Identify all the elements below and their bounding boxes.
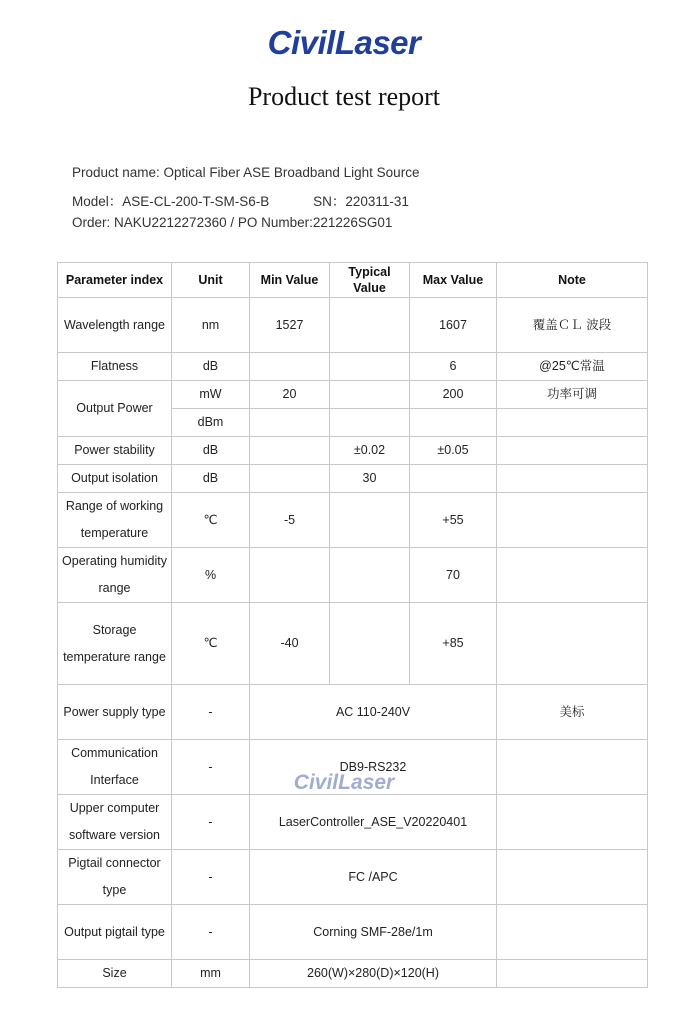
table-row: [58, 298, 648, 353]
typical-cell: ±0.02: [330, 437, 410, 465]
sn-text: SN：220311-31: [313, 194, 409, 209]
note-cell: [497, 795, 648, 850]
note-cell: [497, 493, 648, 548]
param-cell: Storage temperature range: [58, 603, 172, 685]
table-row: [58, 685, 648, 740]
min-cell: [250, 465, 330, 493]
value-cell: 260(W)×280(D)×120(H): [250, 960, 497, 988]
param-cell: Power stability: [58, 437, 172, 465]
note-cell: @25℃常温: [497, 353, 648, 381]
typical-cell: [330, 493, 410, 548]
unit-cell: dB: [172, 437, 250, 465]
param-cell: Pigtail connector type: [58, 850, 172, 905]
min-cell: [250, 548, 330, 603]
unit-cell: nm: [172, 298, 250, 353]
spec-table: [57, 262, 648, 988]
param-cell: Flatness: [58, 353, 172, 381]
table-row: [58, 437, 648, 465]
unit-cell: ℃: [172, 603, 250, 685]
unit-cell: -: [172, 685, 250, 740]
typical-cell: [330, 548, 410, 603]
table-row: [58, 353, 648, 381]
min-cell: 20: [250, 381, 330, 409]
min-cell: [250, 353, 330, 381]
civillaser-watermark: CivilLaser: [293, 771, 395, 794]
param-cell: Output Power: [58, 381, 172, 437]
table-row: [58, 795, 648, 850]
unit-cell: mW: [172, 381, 250, 409]
table-row: [58, 905, 648, 960]
table-header-row: [58, 263, 648, 298]
unit-cell: dB: [172, 353, 250, 381]
civillaser-logo: CivilLaser: [267, 24, 421, 61]
typical-cell: [330, 298, 410, 353]
note-cell: [497, 437, 648, 465]
value-cell: FC /APC: [250, 850, 497, 905]
table-row: [58, 381, 648, 409]
param-cell: Upper computer software version: [58, 795, 172, 850]
param-cell: Size: [58, 960, 172, 988]
header-parameter: Parameter index: [58, 263, 172, 298]
header-max: Max Value: [410, 263, 497, 298]
typical-cell: [330, 353, 410, 381]
header-typical: Typical Value: [330, 263, 410, 298]
max-cell: ±0.05: [410, 437, 497, 465]
param-cell: Power supply type: [58, 685, 172, 740]
note-cell: 功率可调: [497, 381, 648, 409]
header-min: Min Value: [250, 263, 330, 298]
min-cell: -5: [250, 493, 330, 548]
note-cell: [497, 960, 648, 988]
note-cell: [497, 740, 648, 795]
note-cell: [497, 603, 648, 685]
table-row: [58, 493, 648, 548]
order-line: Order: NAKU2212272360 / PO Number:221226SG01: [72, 215, 393, 230]
min-cell: -40: [250, 603, 330, 685]
note-cell: [497, 850, 648, 905]
note-cell: [497, 905, 648, 960]
model-line: [72, 190, 409, 210]
table-row: [58, 850, 648, 905]
min-cell: [250, 437, 330, 465]
value-cell: DB9-RS232: [250, 740, 497, 795]
param-cell: Operating humidity range: [58, 548, 172, 603]
param-cell: Range of working temperature: [58, 493, 172, 548]
model-text: Model：ASE-CL-200-T-SM-S6-B: [72, 194, 270, 209]
value-cell: LaserController_ASE_V20220401: [250, 795, 497, 850]
unit-cell: ℃: [172, 493, 250, 548]
header-note: Note: [497, 263, 648, 298]
note-cell: 覆盖ＣＬ 波段: [497, 298, 648, 353]
product-name-line: Product name: Optical Fiber ASE Broadband Light Source: [72, 165, 420, 180]
unit-cell: -: [172, 905, 250, 960]
max-cell: 1607: [410, 298, 497, 353]
table-row: [58, 960, 648, 988]
value-cell: AC 110-240V: [250, 685, 497, 740]
unit-cell: dB: [172, 465, 250, 493]
typical-cell: [330, 409, 410, 437]
max-cell: [410, 409, 497, 437]
min-cell: 1527: [250, 298, 330, 353]
note-cell: [497, 548, 648, 603]
table-row: [58, 740, 648, 795]
param-cell: Wavelength range: [58, 298, 172, 353]
min-cell: [250, 409, 330, 437]
param-cell: Output pigtail type: [58, 905, 172, 960]
header-unit: Unit: [172, 263, 250, 298]
unit-cell: -: [172, 850, 250, 905]
table-row: [58, 548, 648, 603]
typical-cell: [330, 381, 410, 409]
unit-cell: mm: [172, 960, 250, 988]
table-row: [58, 603, 648, 685]
unit-cell: %: [172, 548, 250, 603]
max-cell: [410, 465, 497, 493]
page-title: Product test report: [247, 82, 441, 111]
note-cell: 美标: [497, 685, 648, 740]
typical-cell: 30: [330, 465, 410, 493]
unit-cell: -: [172, 740, 250, 795]
unit-cell: dBm: [172, 409, 250, 437]
note-cell: [497, 465, 648, 493]
max-cell: +55: [410, 493, 497, 548]
param-cell: Output isolation: [58, 465, 172, 493]
max-cell: +85: [410, 603, 497, 685]
typical-cell: [330, 603, 410, 685]
param-cell: Communication Interface: [58, 740, 172, 795]
max-cell: 70: [410, 548, 497, 603]
value-cell: Corning SMF-28e/1m: [250, 905, 497, 960]
note-cell: [497, 409, 648, 437]
table-row: [58, 465, 648, 493]
max-cell: 200: [410, 381, 497, 409]
max-cell: 6: [410, 353, 497, 381]
unit-cell: -: [172, 795, 250, 850]
